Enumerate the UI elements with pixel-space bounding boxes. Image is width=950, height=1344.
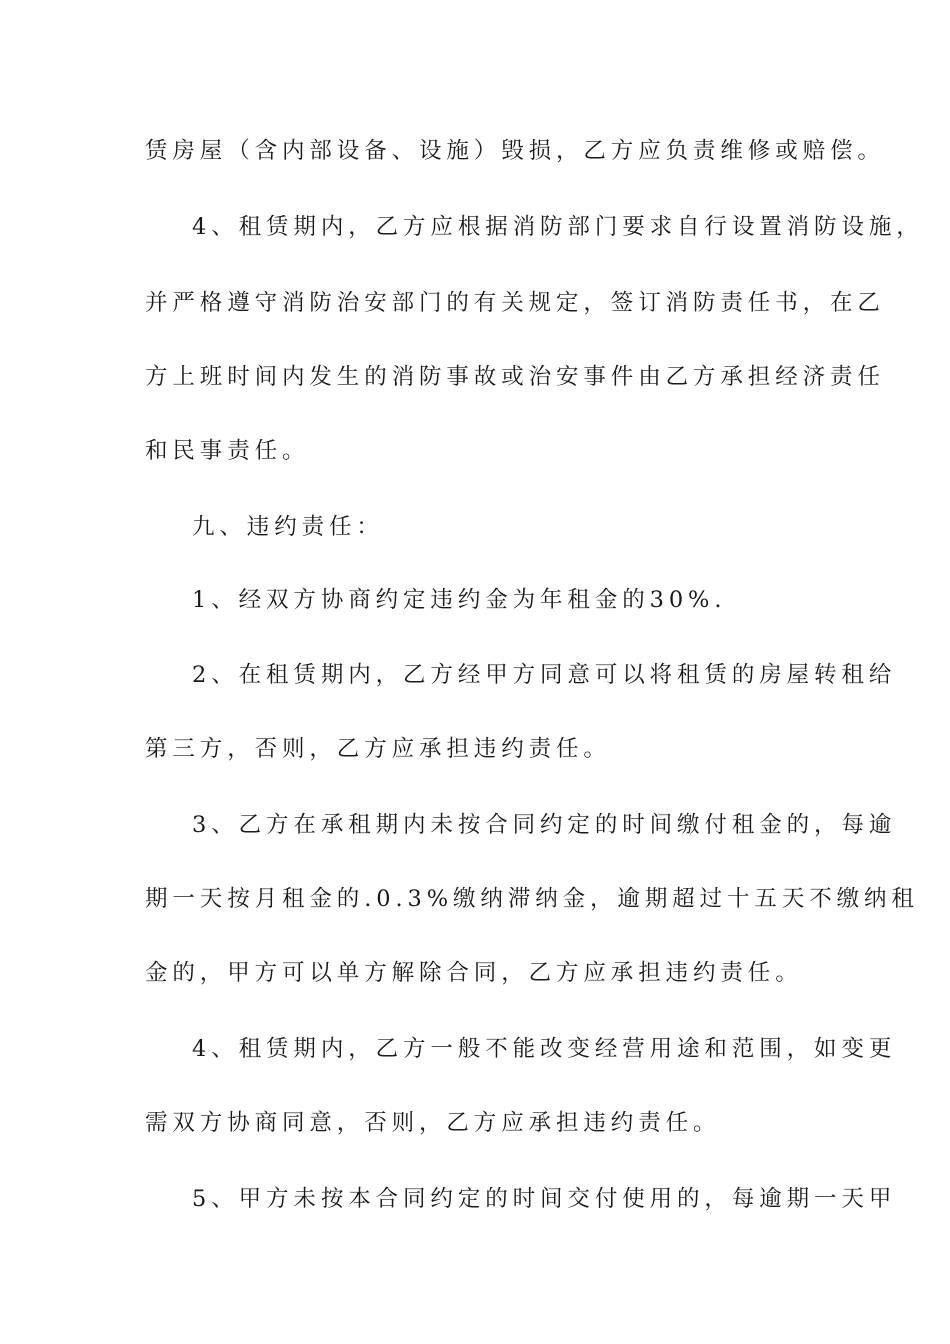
text-line: 期一天按月租金的.0.3%缴纳滞纳金，逾期超过十五天不缴纳租 [145,886,919,912]
section-heading: 九、违约责任： [192,514,384,540]
text-line: 并严格遵守消防治安部门的有关规定，签订消防责任书，在乙 [145,290,885,316]
text-line: 4、租赁期内，乙方一般不能改变经营用途和范围，如变更 [192,1036,897,1062]
text-line: 2、在租赁期内，乙方经甲方同意可以将租赁的房屋转租给 [192,662,897,688]
text-line: 4、租赁期内，乙方应根据消防部门要求自行设置消防设施， [192,214,924,240]
text-line: 第三方，否则，乙方应承担违约责任。 [145,736,611,762]
text-line: 和民事责任。 [145,438,310,464]
text-line: 金的，甲方可以单方解除合同，乙方应承担违约责任。 [145,960,803,986]
text-line: 赁房屋（含内部设备、设施）毁损，乙方应负责维修或赔偿。 [145,138,885,164]
text-line: 3、乙方在承租期内未按合同约定的时间缴付租金的，每逾 [192,812,897,838]
text-line: 5、甲方未按本合同约定的时间交付使用的，每逾期一天甲 [192,1186,897,1212]
text-line: 需双方协商同意，否则，乙方应承担违约责任。 [145,1110,721,1136]
text-line: 方上班时间内发生的消防事故或治安事件由乙方承担经济责任 [145,364,885,390]
text-line: 1、经双方协商约定违约金为年租金的30%. [192,587,727,613]
